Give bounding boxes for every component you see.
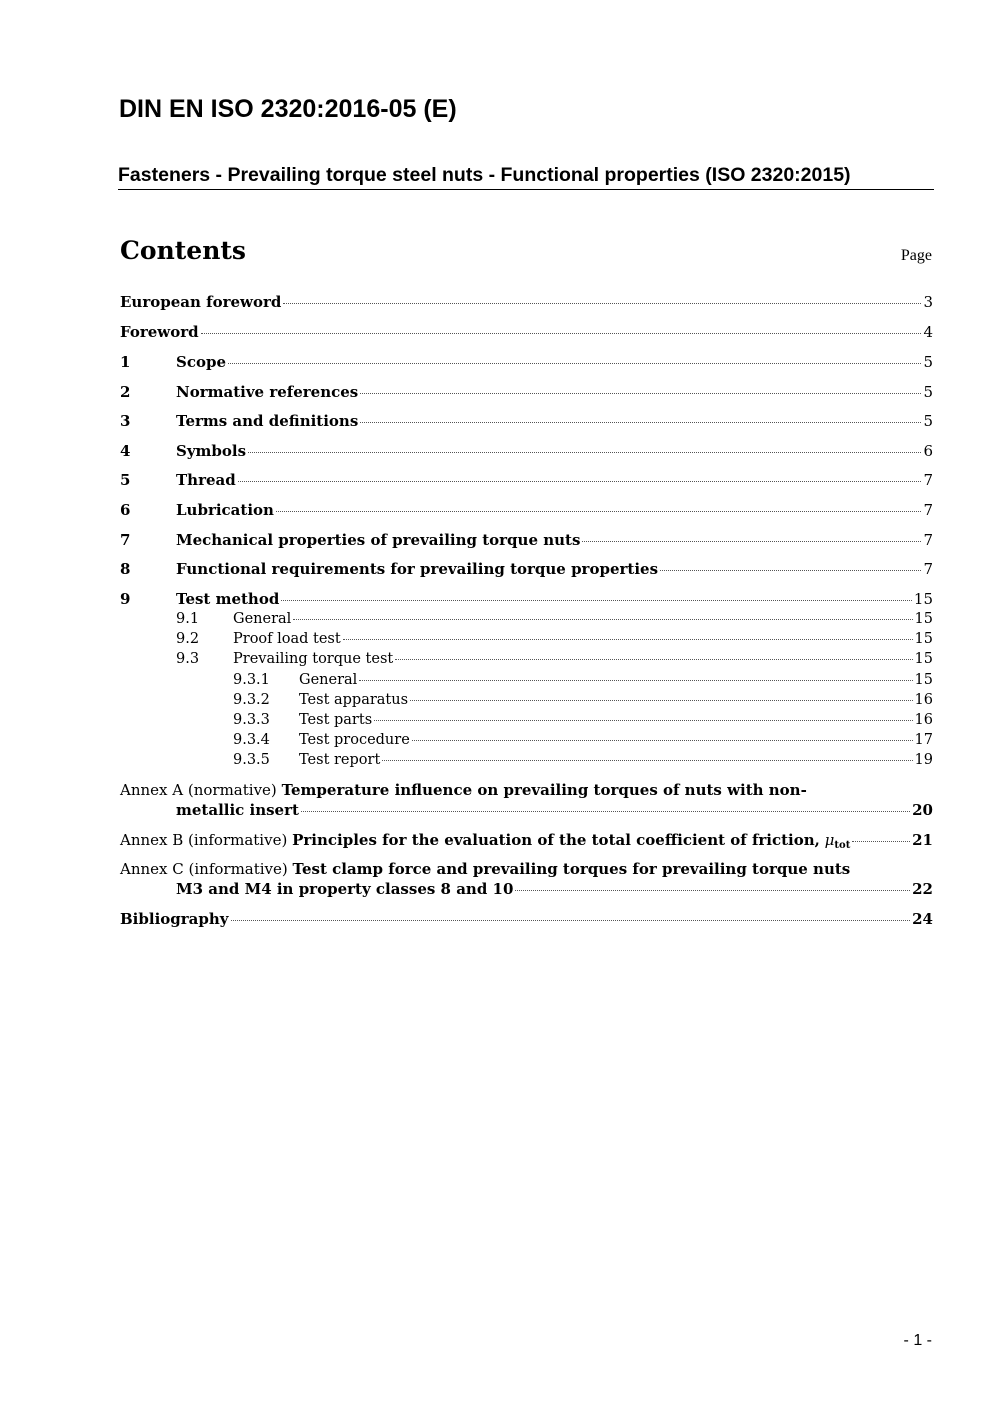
toc-entry-title: General bbox=[299, 672, 358, 688]
leader-dots bbox=[276, 510, 922, 512]
toc-entry-page: 5 bbox=[923, 412, 933, 430]
annex-title: Principles for the evaluation of the total coefficient of friction, bbox=[292, 831, 820, 849]
leader-dots bbox=[343, 638, 913, 640]
toc-entry-title-continued: metallic insert bbox=[176, 801, 299, 819]
document-title: DIN EN ISO 2320:2016-05 (E) bbox=[119, 95, 457, 123]
page-column-label: Page bbox=[900, 247, 932, 264]
toc-entry-title: Test clamp force and prevailing torques for prevailing torque nuts bbox=[292, 860, 851, 878]
leader-dots bbox=[852, 840, 910, 842]
toc-entry-page: 4 bbox=[923, 323, 933, 341]
leader-dots bbox=[359, 679, 912, 681]
contents-heading: Contents bbox=[120, 236, 247, 265]
toc-entry-title: Test procedure bbox=[299, 732, 410, 748]
toc-entry-section-4[interactable] bbox=[120, 441, 933, 461]
leader-dots bbox=[238, 480, 922, 482]
leader-dots bbox=[395, 658, 912, 660]
toc-entry-page: 5 bbox=[923, 383, 933, 401]
toc-entry-section-9-2[interactable] bbox=[120, 629, 933, 649]
annex-prefix: Annex B (informative) bbox=[120, 831, 288, 849]
toc-entry-page: 15 bbox=[914, 631, 933, 647]
toc-entry-page: 17 bbox=[914, 732, 933, 748]
toc-entry-page: 3 bbox=[923, 293, 933, 311]
toc-entry-title: Test apparatus bbox=[299, 692, 409, 708]
leader-dots bbox=[360, 392, 921, 394]
toc-entry-section-9-3-4[interactable] bbox=[120, 730, 933, 750]
toc-entry-section-9-3-3[interactable] bbox=[120, 710, 933, 730]
toc-entry-section-1[interactable] bbox=[120, 352, 933, 372]
toc-entry-section-8[interactable] bbox=[120, 559, 933, 579]
toc-entry-number: 1 bbox=[120, 353, 131, 371]
toc-entry-title: Symbols bbox=[176, 442, 247, 460]
toc-entry-page: 7 bbox=[923, 471, 933, 489]
toc-entry-title: Test parts bbox=[299, 712, 373, 728]
toc-entry-foreword[interactable] bbox=[120, 322, 933, 342]
page-number: - 1 - bbox=[903, 1332, 932, 1349]
toc-entry-page: 19 bbox=[914, 752, 933, 768]
toc-entry-section-7[interactable] bbox=[120, 530, 933, 550]
toc-entry-section-9[interactable] bbox=[120, 589, 933, 609]
leader-dots bbox=[660, 569, 921, 571]
toc-entry-number: 9.2 bbox=[176, 631, 200, 647]
toc-entry-title: Foreword bbox=[120, 323, 199, 341]
leader-dots bbox=[248, 451, 921, 453]
toc-entry-page: 15 bbox=[914, 611, 933, 627]
leader-dots bbox=[301, 810, 910, 812]
toc-entry-page: 16 bbox=[914, 692, 933, 708]
toc-entry-page: 7 bbox=[923, 531, 933, 549]
toc-entry-section-9-1[interactable] bbox=[120, 609, 933, 629]
toc-entry-section-9-3[interactable] bbox=[120, 649, 933, 669]
leader-dots bbox=[582, 540, 921, 542]
toc-entry-title: General bbox=[233, 611, 292, 627]
toc-entry-page: 24 bbox=[912, 910, 933, 928]
leader-dots bbox=[201, 332, 922, 334]
toc-entry-title bbox=[120, 830, 850, 856]
toc-entry-annex-c[interactable] bbox=[120, 859, 850, 879]
toc-entry-title: Mechanical properties of prevailing torque nuts bbox=[176, 531, 581, 549]
toc-entry-european-foreword[interactable] bbox=[120, 292, 933, 312]
toc-entry-page: 16 bbox=[914, 712, 933, 728]
leader-dots bbox=[231, 919, 911, 921]
toc-entry-annex-a-continued[interactable] bbox=[120, 800, 933, 820]
leader-dots bbox=[374, 719, 912, 721]
friction-symbol-subscript: tot bbox=[834, 840, 851, 851]
toc-entry-title: Test method bbox=[176, 590, 280, 608]
toc-entry-title: Lubrication bbox=[176, 501, 274, 519]
toc-entry-number: 2 bbox=[120, 383, 131, 401]
toc-entry-number: 4 bbox=[120, 442, 131, 460]
toc-entry-number: 8 bbox=[120, 560, 131, 578]
toc-entry-section-2[interactable] bbox=[120, 382, 933, 402]
toc-entry-number: 3 bbox=[120, 412, 131, 430]
toc-entry-number: 7 bbox=[120, 531, 131, 549]
toc-entry-section-5[interactable] bbox=[120, 470, 933, 490]
leader-dots bbox=[382, 759, 912, 761]
toc-entry-number: 9.3.3 bbox=[233, 712, 270, 728]
annex-prefix: Annex A (normative) bbox=[120, 781, 277, 799]
toc-entry-title: Prevailing torque test bbox=[233, 651, 394, 667]
toc-entry-page: 15 bbox=[913, 590, 933, 608]
toc-entry-title: Thread bbox=[176, 471, 236, 489]
leader-dots bbox=[360, 421, 921, 423]
toc-entry-page: 15 bbox=[914, 672, 933, 688]
toc-entry-page: 7 bbox=[923, 501, 933, 519]
toc-entry-section-9-3-1[interactable] bbox=[120, 670, 933, 690]
toc-entry-title: Temperature influence on prevailing torques of nuts with non- bbox=[281, 781, 807, 799]
annex-prefix: Annex C (informative) bbox=[120, 860, 288, 878]
toc-entry-number: 5 bbox=[120, 471, 131, 489]
toc-entry-annex-a[interactable] bbox=[120, 780, 807, 800]
toc-entry-bibliography[interactable] bbox=[120, 909, 933, 929]
toc-entry-page: 7 bbox=[923, 560, 933, 578]
toc-entry-page: 15 bbox=[914, 651, 933, 667]
leader-dots bbox=[515, 889, 910, 891]
toc-entry-section-9-3-5[interactable] bbox=[120, 750, 933, 770]
toc-entry-section-6[interactable] bbox=[120, 500, 933, 520]
toc-entry-annex-c-continued[interactable] bbox=[120, 879, 933, 899]
toc-entry-title-continued: M3 and M4 in property classes 8 and 10 bbox=[176, 880, 514, 898]
toc-entry-number: 9.3.5 bbox=[233, 752, 270, 768]
toc-entry-title: Scope bbox=[176, 353, 227, 371]
toc-entry-title: Terms and definitions bbox=[176, 412, 359, 430]
leader-dots bbox=[293, 618, 912, 620]
toc-entry-title: Proof load test bbox=[233, 631, 341, 647]
toc-entry-number: 6 bbox=[120, 501, 131, 519]
leader-dots bbox=[283, 302, 921, 304]
toc-entry-number: 9 bbox=[120, 590, 131, 608]
toc-entry-page: 20 bbox=[912, 801, 933, 819]
toc-entry-title: European foreword bbox=[120, 293, 282, 311]
toc-entry-title: Functional requirements for prevailing torque properties bbox=[176, 560, 659, 578]
toc-entry-annex-b[interactable] bbox=[120, 830, 933, 856]
toc-entry-title: Normative references bbox=[176, 383, 359, 401]
toc-entry-page: 5 bbox=[923, 353, 933, 371]
toc-entry-number: 9.3.4 bbox=[233, 732, 270, 748]
toc-entry-page: 22 bbox=[912, 880, 933, 898]
toc-entry-title: Test report bbox=[299, 752, 381, 768]
toc-entry-section-3[interactable] bbox=[120, 411, 933, 431]
friction-symbol: μ bbox=[824, 831, 835, 849]
toc-entry-number: 9.3.2 bbox=[233, 692, 270, 708]
leader-dots bbox=[281, 599, 912, 601]
leader-dots bbox=[410, 699, 913, 701]
leader-dots bbox=[228, 362, 921, 364]
toc-entry-section-9-3-2[interactable] bbox=[120, 690, 933, 710]
toc-entry-page: 6 bbox=[923, 442, 933, 460]
leader-dots bbox=[412, 739, 913, 741]
toc-entry-title: Bibliography bbox=[120, 910, 229, 928]
toc-entry-number: 9.1 bbox=[176, 611, 200, 627]
toc-entry-number: 9.3 bbox=[176, 651, 200, 667]
document-subtitle: Fasteners - Prevailing torque steel nuts - Functional properties (ISO 2320:2015) bbox=[118, 164, 934, 190]
toc-entry-number: 9.3.1 bbox=[233, 672, 270, 688]
toc-entry-page: 21 bbox=[912, 831, 933, 849]
